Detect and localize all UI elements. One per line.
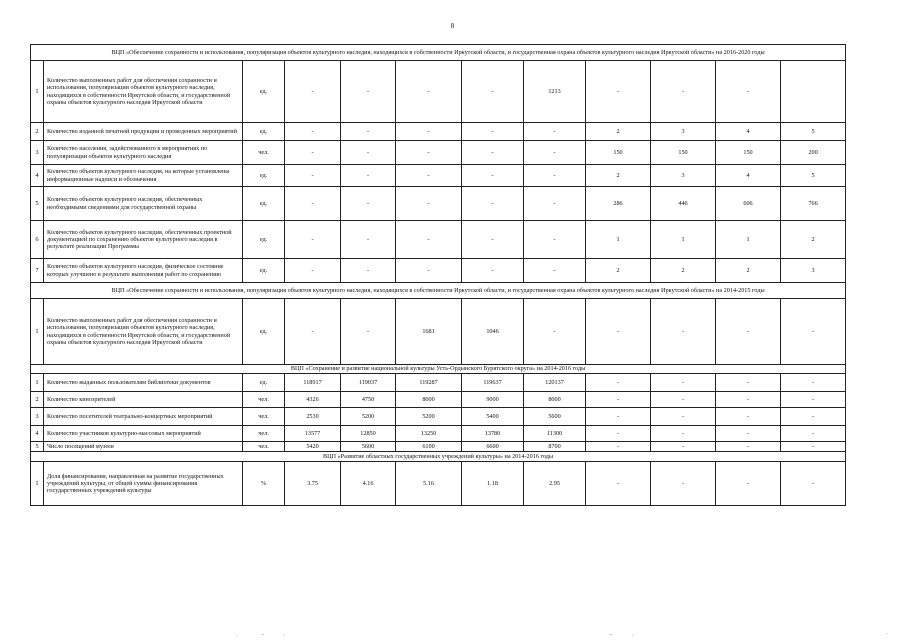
value-cell: - <box>586 392 651 408</box>
value-cell: - <box>651 442 716 452</box>
value-cell: 6600 <box>462 442 524 452</box>
value-cell: - <box>462 123 524 141</box>
value-cell: - <box>341 141 396 165</box>
unit: ед. <box>243 299 285 365</box>
value-cell: 5200 <box>341 408 396 426</box>
indicator-name: Количество объектов культурного наследия, на которые установлены информационные надписи и обозначения <box>44 165 243 187</box>
value-cell: 1 <box>586 221 651 259</box>
table-row <box>31 299 846 365</box>
value-cell: 2 <box>586 259 651 283</box>
value-cell: 150 <box>651 141 716 165</box>
unit: ед. <box>243 165 285 187</box>
value-cell: 2530 <box>285 408 341 426</box>
value-cell: - <box>781 392 846 408</box>
value-cell: 9000 <box>462 392 524 408</box>
value-cell: 4 <box>716 165 781 187</box>
value-cell: - <box>524 141 586 165</box>
indicator-name: Количество выполненных работ для обеспечения сохранности и использования, популяризации объектов культурного наследия, находящихся в собственности Иркутской области, и государственной охраны объектов культурного наследия Иркутской области <box>44 61 243 123</box>
value-cell: - <box>586 299 651 365</box>
value-cell: - <box>716 442 781 452</box>
value-cell: - <box>462 187 524 221</box>
value-cell: - <box>341 221 396 259</box>
value-cell: - <box>396 259 462 283</box>
value-cell: 286 <box>586 187 651 221</box>
value-cell: - <box>285 123 341 141</box>
row-number: 2 <box>31 392 44 408</box>
value-cell: - <box>341 259 396 283</box>
unit: ед. <box>243 374 285 392</box>
scan-marks: . - . - . · <box>236 630 889 638</box>
value-cell: - <box>462 259 524 283</box>
value-cell: 2 <box>716 259 781 283</box>
table-row <box>31 61 846 123</box>
table-row <box>31 259 846 283</box>
table-row <box>31 187 846 221</box>
section-title: ВЦП «Развитие областных государственных учреждений культуры» на 2014-2016 годы <box>31 452 846 462</box>
value-cell: 119637 <box>462 374 524 392</box>
value-cell: 5 <box>781 165 846 187</box>
value-cell: - <box>396 221 462 259</box>
value-cell: - <box>341 187 396 221</box>
table-row <box>31 426 846 442</box>
value-cell: - <box>716 392 781 408</box>
indicator-name: Количество выданных пользователям библиотеки документов <box>44 374 243 392</box>
value-cell: - <box>396 141 462 165</box>
value-cell: 12850 <box>341 426 396 442</box>
value-cell: - <box>651 392 716 408</box>
value-cell: - <box>716 61 781 123</box>
value-cell: 119037 <box>341 374 396 392</box>
value-cell: 118917 <box>285 374 341 392</box>
value-cell: - <box>524 299 586 365</box>
value-cell: - <box>462 221 524 259</box>
unit: % <box>243 462 285 506</box>
section-title: ВЦП «Сохранение и развитие национальной культуры Усть-Ордынского Бурятского округа» на 2014-2016 годы <box>31 365 846 374</box>
row-number: 1 <box>31 299 44 365</box>
value-cell: - <box>651 299 716 365</box>
value-cell: 1 <box>651 221 716 259</box>
value-cell: 4750 <box>341 392 396 408</box>
value-cell: - <box>651 374 716 392</box>
table-row <box>31 462 846 506</box>
value-cell: 4.16 <box>341 462 396 506</box>
value-cell: - <box>524 165 586 187</box>
row-number: 5 <box>31 187 44 221</box>
value-cell: - <box>716 374 781 392</box>
unit: чел. <box>243 392 285 408</box>
table-row <box>31 374 846 392</box>
value-cell: 4326 <box>285 392 341 408</box>
row-number: 1 <box>31 374 44 392</box>
value-cell: 5 <box>781 123 846 141</box>
indicator-name: Количество участников культурно-массовых мероприятий <box>44 426 243 442</box>
value-cell: 1 <box>716 221 781 259</box>
value-cell: 8000 <box>524 392 586 408</box>
unit: ед. <box>243 221 285 259</box>
value-cell: - <box>651 426 716 442</box>
value-cell: - <box>716 426 781 442</box>
value-cell: 3 <box>651 123 716 141</box>
value-cell: 5600 <box>524 408 586 426</box>
row-number: 5 <box>31 442 44 452</box>
unit: чел. <box>243 426 285 442</box>
section-title: ВЦП «Обеспечение сохранности и использования, популяризация объектов культурного наследия, находящихся в собственности Иркутской области, и государственная охрана объектов культурного наследия Иркутской области» на 2016-2020 годы <box>31 45 846 61</box>
value-cell: 1046 <box>462 299 524 365</box>
value-cell: - <box>341 123 396 141</box>
row-number: 2 <box>31 123 44 141</box>
value-cell: 1681 <box>396 299 462 365</box>
indicator-name: Количество изданной печатной продукции и проведенных мероприятий <box>44 123 243 141</box>
value-cell: 1.18 <box>462 462 524 506</box>
row-number: 6 <box>31 221 44 259</box>
value-cell: - <box>285 259 341 283</box>
section-title: ВЦП «Обеспечение сохранности и использования, популяризация объектов культурного наследия, находящихся в собственности Иркутской области, и государственная охрана объектов культурного наследия Иркутской области» на 2014-2015 годы <box>31 283 846 299</box>
value-cell: 5420 <box>285 442 341 452</box>
value-cell: 2 <box>586 123 651 141</box>
unit: чел. <box>243 442 285 452</box>
value-cell: - <box>586 462 651 506</box>
row-number: 4 <box>31 165 44 187</box>
table-row <box>31 123 846 141</box>
unit: чел. <box>243 408 285 426</box>
row-number: 3 <box>31 408 44 426</box>
value-cell: - <box>285 299 341 365</box>
value-cell: - <box>716 462 781 506</box>
table-row <box>31 165 846 187</box>
unit: ед. <box>243 61 285 123</box>
value-cell: - <box>586 442 651 452</box>
row-number: 3 <box>31 141 44 165</box>
value-cell: 150 <box>716 141 781 165</box>
value-cell: 2 <box>781 221 846 259</box>
value-cell: 4 <box>716 123 781 141</box>
value-cell: - <box>285 61 341 123</box>
indicators-table <box>30 44 846 506</box>
value-cell: - <box>285 165 341 187</box>
value-cell: 5.16 <box>396 462 462 506</box>
table-row <box>31 392 846 408</box>
value-cell: - <box>586 61 651 123</box>
table-row <box>31 221 846 259</box>
value-cell: - <box>716 408 781 426</box>
value-cell: 200 <box>781 141 846 165</box>
value-cell: 150 <box>586 141 651 165</box>
value-cell: 13250 <box>396 426 462 442</box>
value-cell: - <box>462 165 524 187</box>
value-cell: - <box>651 462 716 506</box>
value-cell: - <box>781 374 846 392</box>
value-cell: 766 <box>781 187 846 221</box>
value-cell: 13780 <box>462 426 524 442</box>
value-cell: 2 <box>586 165 651 187</box>
value-cell: - <box>651 408 716 426</box>
value-cell: - <box>396 61 462 123</box>
value-cell: - <box>586 374 651 392</box>
value-cell: 8700 <box>524 442 586 452</box>
value-cell: - <box>524 259 586 283</box>
row-number: 4 <box>31 426 44 442</box>
indicator-name: Количество объектов культурного наследия, обеспеченных необходимыми сведениями для государственной охраны <box>44 187 243 221</box>
table-row <box>31 442 846 452</box>
value-cell: - <box>285 187 341 221</box>
value-cell: 3 <box>651 165 716 187</box>
table-row <box>31 141 846 165</box>
value-cell: - <box>781 442 846 452</box>
row-number: 1 <box>31 61 44 123</box>
value-cell: - <box>524 221 586 259</box>
indicator-name: Количество населения, задействованного в мероприятиях по популяризации объектов культурного наследия <box>44 141 243 165</box>
value-cell: - <box>586 426 651 442</box>
unit: ед. <box>243 259 285 283</box>
value-cell: 5200 <box>396 408 462 426</box>
indicator-name: Количество объектов культурного наследия, физическое состояние которых улучшено в результате выполнения работ по сохранению <box>44 259 243 283</box>
value-cell: - <box>285 141 341 165</box>
value-cell: - <box>462 141 524 165</box>
value-cell: - <box>341 299 396 365</box>
unit: ед. <box>243 187 285 221</box>
row-number: 7 <box>31 259 44 283</box>
value-cell: - <box>285 221 341 259</box>
value-cell: 6100 <box>396 442 462 452</box>
value-cell: 1213 <box>524 61 586 123</box>
value-cell: 606 <box>716 187 781 221</box>
value-cell: - <box>341 165 396 187</box>
value-cell: 13577 <box>285 426 341 442</box>
value-cell: 120137 <box>524 374 586 392</box>
value-cell: 119287 <box>396 374 462 392</box>
value-cell: 2.95 <box>524 462 586 506</box>
value-cell <box>781 61 846 123</box>
value-cell: - <box>716 299 781 365</box>
indicator-name: Доля финансирования, направленная на развитие государственных учреждений культуры, от общей суммы финансирования государственных учреждений культуры <box>44 462 243 506</box>
value-cell: 446 <box>651 187 716 221</box>
value-cell: - <box>462 61 524 123</box>
value-cell: - <box>651 61 716 123</box>
value-cell: - <box>341 61 396 123</box>
value-cell: 3 <box>781 259 846 283</box>
value-cell: - <box>586 408 651 426</box>
value-cell: - <box>524 187 586 221</box>
indicator-name: Количество кинозрителей <box>44 392 243 408</box>
value-cell: - <box>781 426 846 442</box>
indicator-name: Количество объектов культурного наследия, обеспеченных проектной документацией по сохранению объектов культурного наследия в результате реализации Программы <box>44 221 243 259</box>
row-number: 1 <box>31 462 44 506</box>
value-cell: 2 <box>651 259 716 283</box>
value-cell: - <box>396 123 462 141</box>
value-cell: - <box>781 299 846 365</box>
indicator-name: Число посещений музеев <box>44 442 243 452</box>
value-cell: - <box>396 187 462 221</box>
value-cell: 8000 <box>396 392 462 408</box>
value-cell: - <box>524 123 586 141</box>
value-cell: 11300 <box>524 426 586 442</box>
value-cell: 5600 <box>341 442 396 452</box>
value-cell: - <box>396 165 462 187</box>
indicator-name: Количество посетителей театрально-концертных мероприятий <box>44 408 243 426</box>
value-cell: 3.75 <box>285 462 341 506</box>
indicator-name: Количество выполненных работ для обеспечения сохранности и использования, популяризации объектов культурного наследия, находящихся в собственности Иркутской области, и государственной охраны объектов культурного наследия Иркутской области <box>44 299 243 365</box>
table-row <box>31 408 846 426</box>
value-cell: - <box>781 462 846 506</box>
value-cell: - <box>781 408 846 426</box>
page-number: 8 <box>450 22 455 30</box>
unit: ед. <box>243 123 285 141</box>
unit: чел. <box>243 141 285 165</box>
value-cell: 5400 <box>462 408 524 426</box>
